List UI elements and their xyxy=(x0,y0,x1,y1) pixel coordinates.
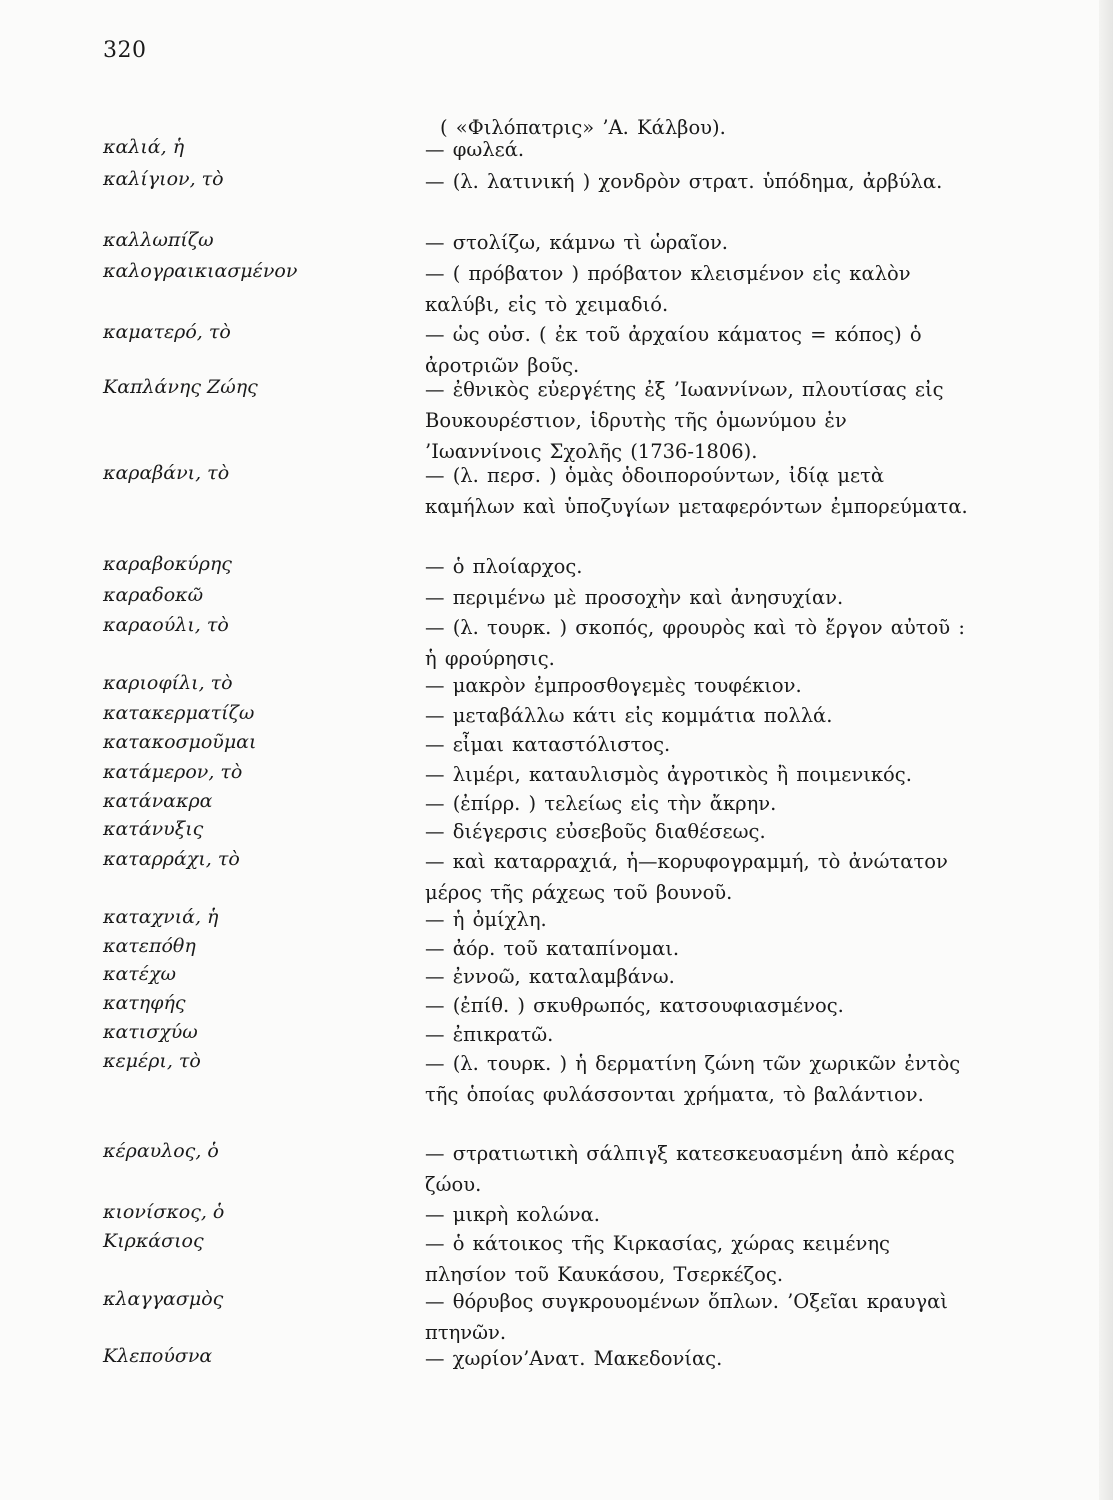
entry-term: κατακοσμοῦμαι xyxy=(103,731,257,753)
entry-term: κατάνακρα xyxy=(103,790,213,812)
entry-definition: — καὶ καταρραχιά, ἡ—κορυφογραμμή, τὸ ἀνώτατον μέρος τῆς ράχεως τοῦ βουνοῦ. xyxy=(425,850,948,904)
entry-term: καραβάνι, τὸ xyxy=(103,462,230,484)
entry-definition: — ἡ ὀμίχλη. xyxy=(425,908,547,931)
entry-term: καλίγιον, τὸ xyxy=(103,168,224,190)
entry-definition: — στολίζω, κάμνω τὶ ὡραῖον. xyxy=(425,231,728,254)
entry-term: καλιά, ἡ xyxy=(103,136,185,158)
entry-term: κεμέρι, τὸ xyxy=(103,1050,201,1072)
entry-term: καταχνιά, ἡ xyxy=(103,906,219,928)
entry-definition: — ὡς οὐσ. ( ἐκ τοῦ ἀρχαίου κάματος = κόπος) ὁ ἀροτριῶν βοῦς. xyxy=(425,323,922,377)
entry-definition: — στρατιωτικὴ σάλπιγξ κατεσκευασμένη ἀπὸ κέρας ζώου. xyxy=(425,1142,955,1196)
entry-term: καλλωπίζω xyxy=(103,229,214,251)
entry-definition: — ὁ πλοίαρχος. xyxy=(425,555,583,578)
entry-term: καματερό, τὸ xyxy=(103,321,231,343)
entry-term: κατακερματίζω xyxy=(103,702,255,724)
entry-definition: — περιμένω μὲ προσοχὴν καὶ ἀνησυχίαν. xyxy=(425,586,844,609)
entry-definition: — θόρυβος συγκρουομένων ὅπλων. ’Οξεῖαι κραυγαὶ πτηνῶν. xyxy=(425,1290,948,1344)
entry-term: κλαγγασμὸς xyxy=(103,1288,224,1310)
entry-definition: — χωρίον’Ανατ. Μακεδονίας. xyxy=(425,1347,723,1370)
page-number: 320 xyxy=(103,38,147,63)
entry-term: κιονίσκος, ὁ xyxy=(103,1201,225,1223)
entry-term: Κιρκάσιος xyxy=(103,1230,204,1252)
entry-definition: — (ἐπίθ. ) σκυθρωπός, κατσουφιασμένος. xyxy=(425,994,844,1017)
entry-definition: — (λ. λατινική ) χονδρὸν στρατ. ὑπόδημα, ἀρβύλα. xyxy=(425,170,943,193)
entry-term: Καπλάνης Ζώης xyxy=(103,376,258,398)
entry-definition: — φωλεά. xyxy=(425,138,525,161)
entry-definition: — μακρὸν ἐμπροσθογεμὲς τουφέκιον. xyxy=(425,674,802,697)
entry-term: καραβοκύρης xyxy=(103,553,232,575)
entry-definition: — ἐπικρατῶ. xyxy=(425,1023,554,1046)
entry-term: κέραυλος, ὁ xyxy=(103,1140,219,1162)
entry-definition: — ἀόρ. τοῦ καταπίνομαι. xyxy=(425,937,680,960)
entry-definition: — (λ. περσ. ) ὁμὰς ὁδοιπορούντων, ἰδίᾳ μετὰ καμήλων καὶ ὑποζυγίων μεταφερόντων ἐμπορεύματα. xyxy=(425,464,968,518)
entry-definition: — μεταβάλλω κάτι εἰς κομμάτια πολλά. xyxy=(425,704,833,727)
entry-term: καλογραικιασμένον xyxy=(103,260,298,282)
entry-term: καραούλι, τὸ xyxy=(103,614,229,636)
entry-term: καριοφίλι, τὸ xyxy=(103,672,233,694)
entry-definition: — διέγερσις εὐσεβοῦς διαθέσεως. xyxy=(425,820,766,843)
entry-definition: — ὁ κάτοικος τῆς Κιρκασίας, χώρας κειμένης πλησίον τοῦ Καυκάσου, Τσερκέζος. xyxy=(425,1232,890,1286)
entry-definition: — ( πρόβατον ) πρόβατον κλεισμένον εἰς καλὸν καλύβι, εἰς τὸ χειμαδιό. xyxy=(425,262,911,316)
entry-term: κατάνυξις xyxy=(103,818,204,840)
intro-line: ( «Φιλόπατρις» ’Α. Κάλβου). xyxy=(440,116,726,139)
entry-term: καραδοκῶ xyxy=(103,584,204,606)
entry-definition: — μικρὴ κολώνα. xyxy=(425,1203,600,1226)
page-edge-shadow xyxy=(1099,0,1113,1500)
entry-term: καταρράχι, τὸ xyxy=(103,848,240,870)
entry-definition: — ἐθνικὸς εὐεργέτης ἐξ ’Ιωαννίνων, πλουτίσας εἰς Βουκουρέστιον, ἱδρυτὴς τῆς ὁμωνύμου ἐν ’Ιωαννίνοις Σχολῆς (1736-1806). xyxy=(425,378,944,463)
entry-definition: — (λ. τουρκ. ) ἡ δερματίνη ζώνη τῶν χωρικῶν ἐντὸς τῆς ὁποίας φυλάσσονται χρήματα, τὸ βαλάντιον. xyxy=(425,1052,961,1106)
entry-term: κατέχω xyxy=(103,963,177,985)
entry-definition: — εἶμαι καταστόλιστος. xyxy=(425,733,671,756)
entry-term: Κλεπούσνα xyxy=(103,1345,213,1367)
entry-term: κατάμερον, τὸ xyxy=(103,761,243,783)
entry-term: κατηφής xyxy=(103,992,186,1014)
entry-definition: — (ἐπίρρ. ) τελείως εἰς τὴν ἄκρην. xyxy=(425,792,777,815)
entry-definition: — λιμέρι, καταυλισμὸς ἀγροτικὸς ἢ ποιμενικός. xyxy=(425,763,912,786)
entry-definition: — (λ. τουρκ. ) σκοπός, φρουρὸς καὶ τὸ ἔργον αὐτοῦ : ἡ φρούρησις. xyxy=(425,616,965,670)
entry-term: κατεπόθη xyxy=(103,935,196,957)
entry-definition: — ἐννοῶ, καταλαμβάνω. xyxy=(425,965,675,988)
entry-term: κατισχύω xyxy=(103,1021,198,1043)
